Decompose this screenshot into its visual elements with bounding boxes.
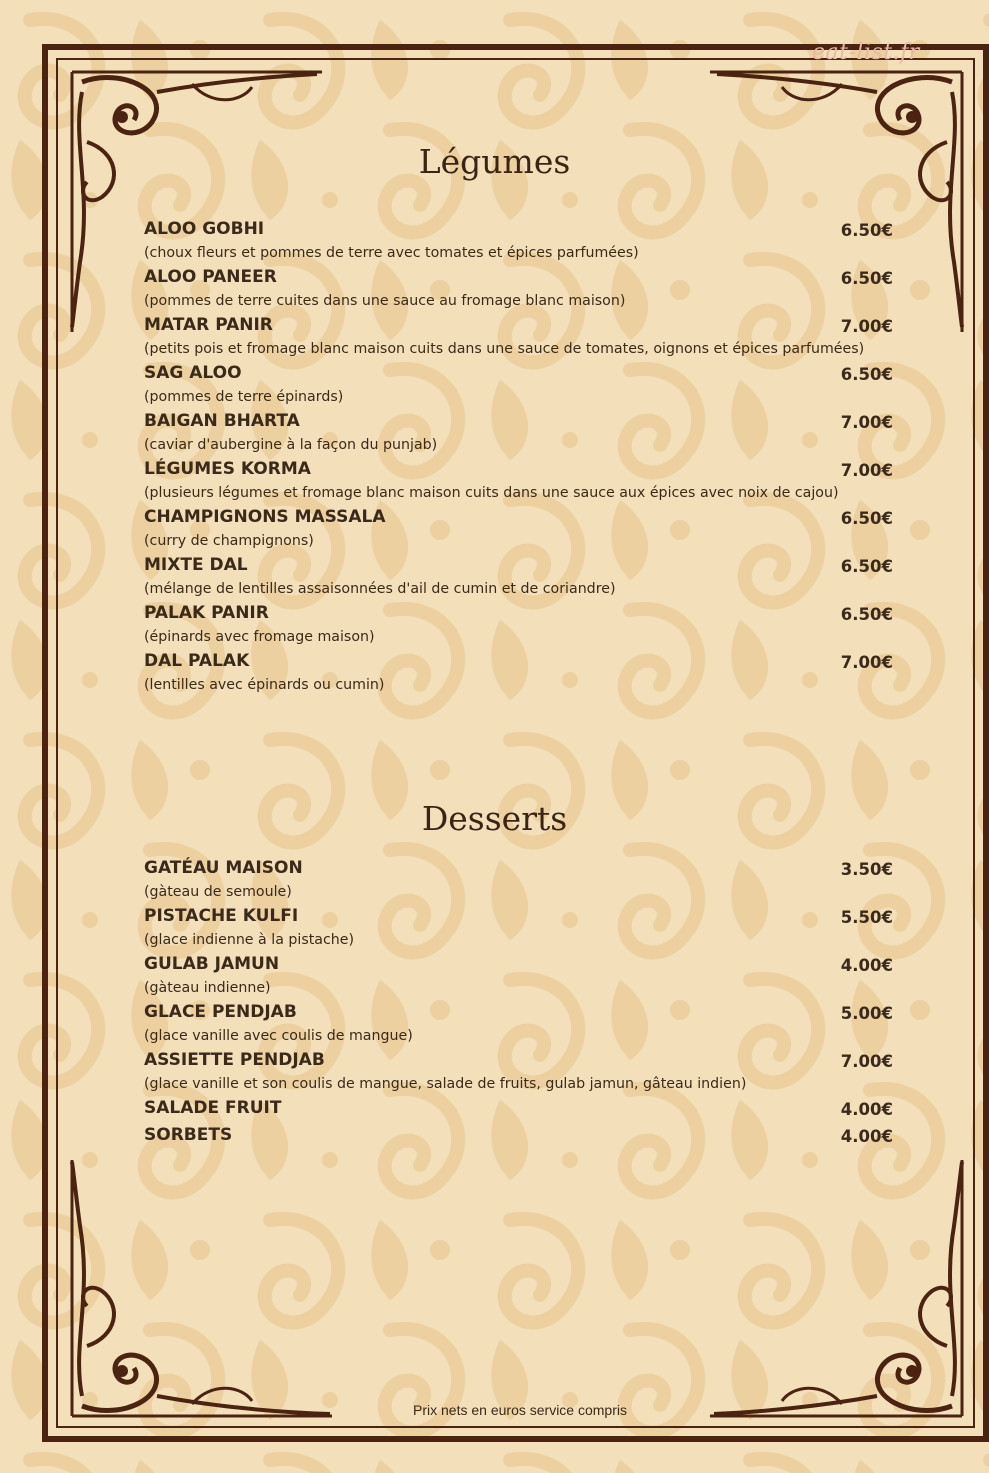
menu-item	[0, 906, 989, 954]
dish-price: 4.00€	[840, 1100, 893, 1119]
menu-item	[0, 507, 989, 555]
dish-description: (gàteau de semoule)	[144, 884, 292, 900]
dish-name: MIXTE DAL	[144, 555, 248, 575]
section-title-legumes: Légumes	[418, 142, 571, 181]
dish-price: 6.50€	[840, 557, 893, 576]
menu-item	[0, 1002, 989, 1050]
dish-name: ASSIETTE PENDJAB	[144, 1050, 325, 1070]
bottom-right-corner-flourish	[700, 1150, 972, 1426]
dish-description: (mélange de lentilles assaisonnées d'ail de cumin et de coriandre)	[144, 581, 616, 597]
dish-price: 4.00€	[840, 956, 893, 975]
dish-price: 7.00€	[840, 413, 893, 432]
menu-item	[0, 651, 989, 699]
dish-name: GLACE PENDJAB	[144, 1002, 297, 1022]
dish-price: 4.00€	[840, 1127, 893, 1146]
menu-item	[0, 858, 989, 906]
menu-item	[0, 459, 989, 507]
dish-price: 7.00€	[840, 653, 893, 672]
section-title-desserts: Desserts	[421, 799, 568, 838]
dish-name: DAL PALAK	[144, 651, 250, 671]
dish-description: (épinards avec fromage maison)	[144, 629, 375, 645]
menu-item	[0, 1125, 989, 1152]
dish-name: ALOO PANEER	[144, 267, 277, 287]
legumes-list	[0, 219, 989, 699]
footer-note: Prix nets en euros service compris	[413, 1402, 627, 1418]
dish-price: 7.00€	[840, 461, 893, 480]
menu-item	[0, 315, 989, 363]
dish-name: GULAB JAMUN	[144, 954, 280, 974]
dish-price: 7.00€	[840, 317, 893, 336]
dish-price: 5.50€	[840, 908, 893, 927]
dish-name: PALAK PANIR	[144, 603, 269, 623]
bottom-left-corner-flourish	[62, 1150, 342, 1426]
dish-name: CHAMPIGNONS MASSALA	[144, 507, 386, 527]
dish-description: (glace vanille avec coulis de mangue)	[144, 1028, 413, 1044]
dish-price: 6.50€	[840, 365, 893, 384]
dish-description: (pommes de terre cuites dans une sauce au fromage blanc maison)	[144, 293, 626, 309]
menu-item	[0, 363, 989, 411]
dish-price: 6.50€	[840, 221, 893, 240]
dish-price: 5.00€	[840, 1004, 893, 1023]
dish-price: 6.50€	[840, 605, 893, 624]
menu-item	[0, 267, 989, 315]
menu-item	[0, 411, 989, 459]
dish-description: (lentilles avec épinards ou cumin)	[144, 677, 385, 693]
dish-name: BAIGAN BHARTA	[144, 411, 300, 431]
dish-description: (plusieurs légumes et fromage blanc maison cuits dans une sauce aux épices avec noix de cajou)	[144, 485, 839, 501]
desserts-list	[0, 858, 989, 1152]
dish-description: (choux fleurs et pommes de terre avec tomates et épices parfumées)	[144, 245, 639, 261]
dish-description: (pommes de terre épinards)	[144, 389, 344, 405]
dish-price: 6.50€	[840, 269, 893, 288]
menu-item	[0, 603, 989, 651]
dish-description: (caviar d'aubergine à la façon du punjab)	[144, 437, 438, 453]
menu-item	[0, 954, 989, 1002]
dish-name: SAG ALOO	[144, 363, 242, 383]
dish-name: GATÉAU MAISON	[144, 858, 303, 878]
dish-description: (curry de champignons)	[144, 533, 314, 549]
dish-price: 6.50€	[840, 509, 893, 528]
dish-name: LÉGUMES KORMA	[144, 459, 311, 479]
dish-price: 7.00€	[840, 1052, 893, 1071]
dish-name: MATAR PANIR	[144, 315, 273, 335]
dish-name: SALADE FRUIT	[144, 1098, 282, 1118]
dish-description: (glace indienne à la pistache)	[144, 932, 355, 948]
dish-description: (glace vanille et son coulis de mangue, salade de fruits, gulab jamun, gâteau indien)	[144, 1076, 747, 1092]
menu-item	[0, 1050, 989, 1098]
dish-description: (petits pois et fromage blanc maison cuits dans une sauce de tomates, oignons et épices parfumées)	[144, 341, 865, 357]
dish-description: (gàteau indienne)	[144, 980, 271, 996]
dish-name: SORBETS	[144, 1125, 233, 1145]
dish-name: PISTACHE KULFI	[144, 906, 299, 926]
menu-item	[0, 555, 989, 603]
menu-item	[0, 1098, 989, 1125]
menu-item	[0, 219, 989, 267]
watermark: eat-list.fr	[812, 40, 920, 65]
dish-price: 3.50€	[840, 860, 893, 879]
dish-name: ALOO GOBHI	[144, 219, 265, 239]
